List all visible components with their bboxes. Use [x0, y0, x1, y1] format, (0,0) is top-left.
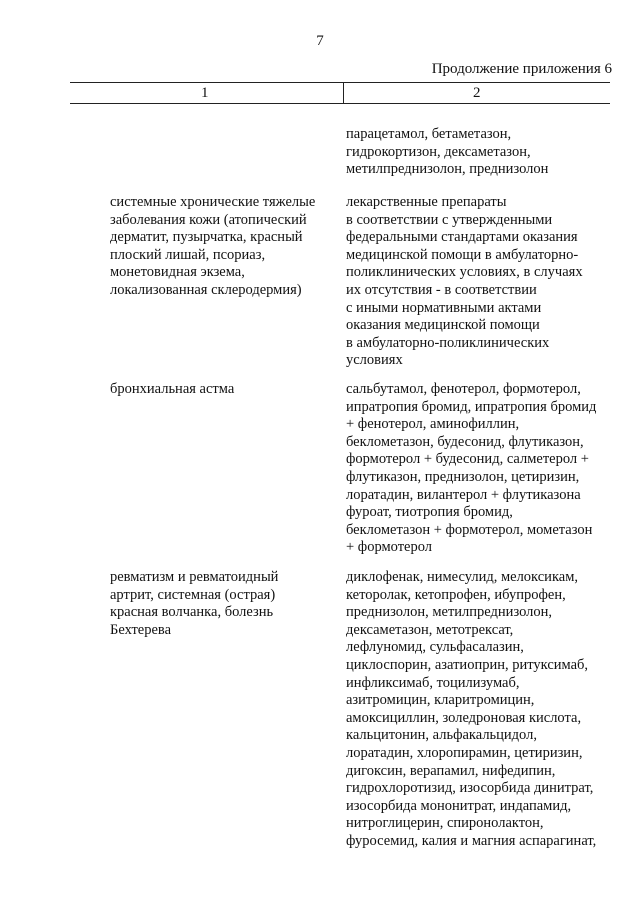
column-2-header: 2	[473, 85, 481, 101]
condition-cell: системные хронические тяжелые заболевания кожи (атопический дерматит, пузырчатка, красный плоский лишай, псориаз, монетовидная экзема, локализованная склеродермия)	[110, 194, 316, 298]
condition-cell: ревматизм и ревматоидный артрит, системная (острая) красная волчанка, болезнь Бехтерева	[110, 569, 279, 638]
column-divider	[343, 82, 344, 104]
drugs-cell: парацетамол, бетаметазон, гидрокортизон, дексаметазон, метилпреднизолон, преднизолон	[346, 126, 549, 178]
drugs-cell: сальбутамол, фенотерол, формотерол, ипратропия бромид, ипратропия бромид + фенотерол, аминофиллин, беклометазон, будесонид, флутиказон, формотерол + будесонид, салметерол + флутиказон, преднизолон, цетиризин, лоратадин, вилантерол + флутиказона фуроат, тиотропия бромид, беклометазон + формотерол, мометазон + формотерол	[346, 381, 597, 556]
condition-cell: бронхиальная астма	[110, 381, 235, 397]
table-header	[70, 82, 610, 104]
column-1-header: 1	[201, 85, 209, 101]
drugs-cell: лекарственные препараты в соответствии с утвержденными федеральными стандартами оказания медицинской помощи в амбулаторно- поликлинических условиях, в случаях их отсутствия - в соответствии с иными нормативными актами оказания медицинской помощи в амбулаторно-поликлинических условиях	[346, 194, 583, 369]
table-header-rule	[70, 103, 610, 104]
appendix-continuation-label: Продолжение приложения 6	[431, 61, 612, 77]
table-top-rule	[70, 82, 610, 83]
page-number: 7	[316, 33, 324, 49]
drugs-cell: диклофенак, нимесулид, мелоксикам, кеторолак, кетопрофен, ибупрофен, преднизолон, метилпреднизолон, дексаметазон, метотрексат, лефлуномид, сульфасалазин, циклоспорин, азатиоприн, ритуксимаб, инфликсимаб, тоцилизумаб, азитромицин, кларитромицин, амоксициллин, золедроновая кислота, кальцитонин, альфакальцидол, лоратадин, хлоропирамин, цетиризин, дигоксин, верапамил, нифедипин, гидрохлоротизид, изосорбида динитрат, изосорбида мононитрат, индапамид, нитроглицерин, спиронолактон, фуросемид, калия и магния аспарагинат,	[346, 569, 597, 849]
